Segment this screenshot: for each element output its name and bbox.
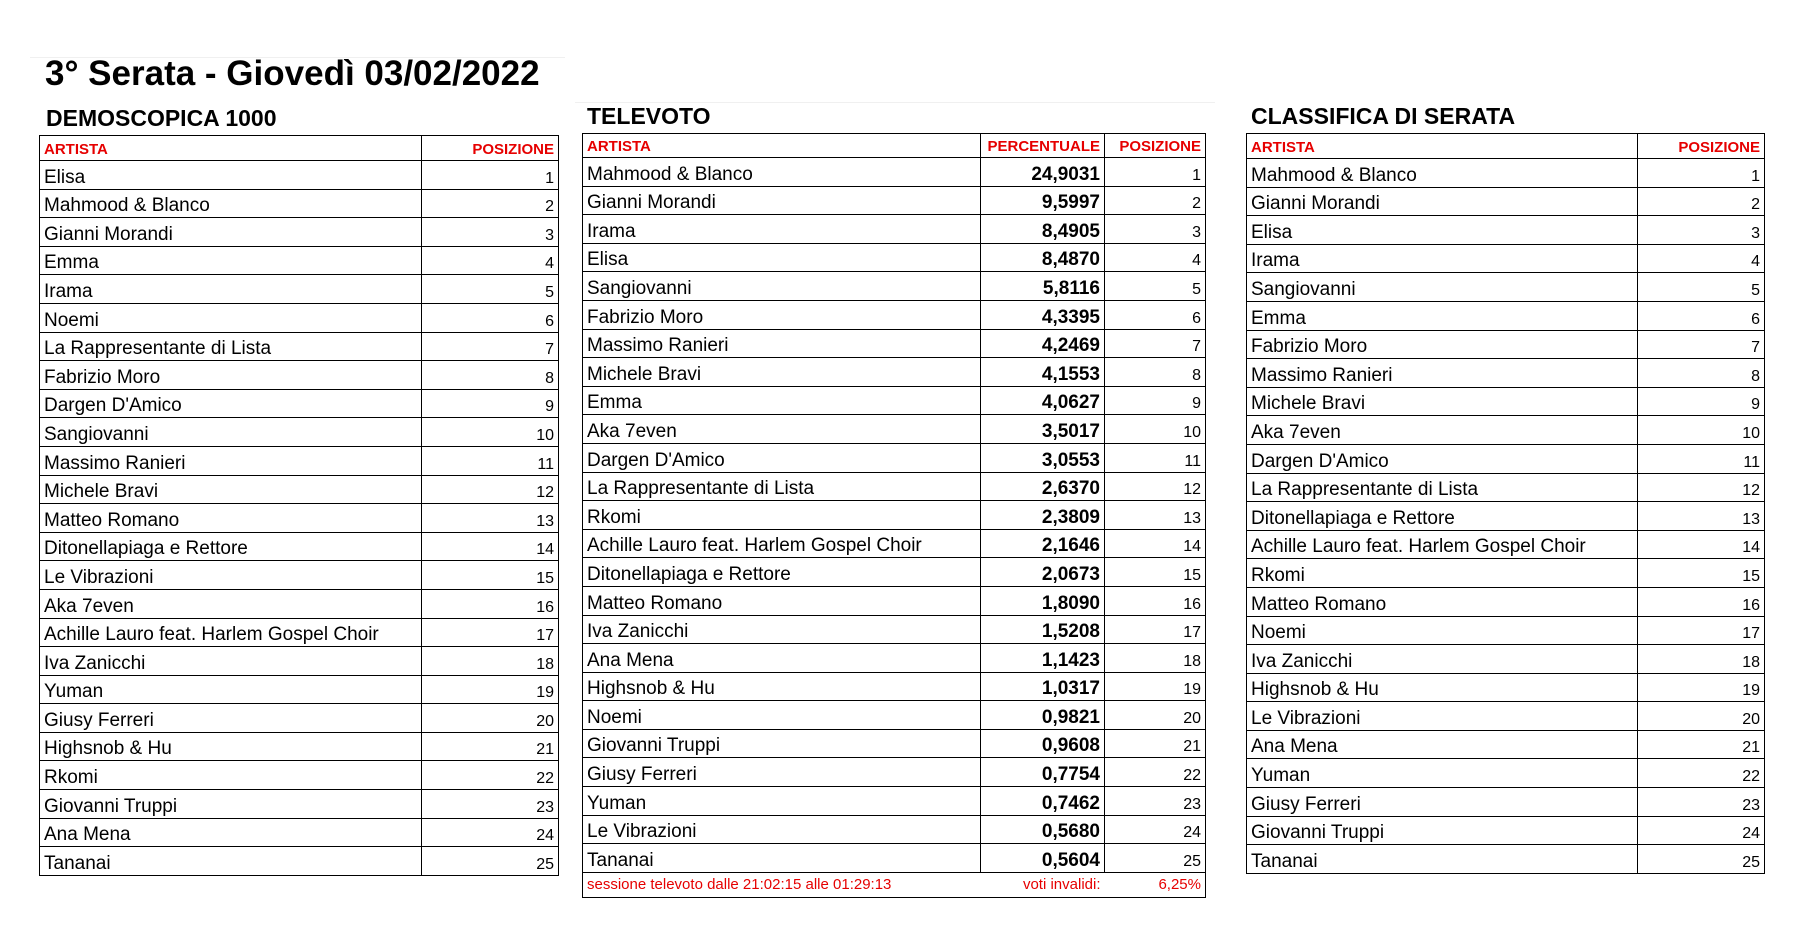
cell-posizione: 12 xyxy=(1638,473,1765,502)
table-row xyxy=(1247,216,1765,245)
cell-percentuale: 3,0553 xyxy=(981,443,1105,472)
table-row xyxy=(1247,645,1765,674)
cell-posizione: 24 xyxy=(1638,816,1765,845)
table-row xyxy=(583,558,1206,587)
cell-artista: Emma xyxy=(40,246,422,275)
cell-posizione: 2 xyxy=(1638,187,1765,216)
cell-artista: Yuman xyxy=(1247,759,1638,788)
cell-posizione: 21 xyxy=(422,732,559,761)
table-row xyxy=(583,787,1206,816)
cell-artista: Gianni Morandi xyxy=(40,218,422,247)
cell-posizione: 23 xyxy=(1638,788,1765,817)
cell-artista: Achille Lauro feat. Harlem Gospel Choir xyxy=(40,618,422,647)
cell-percentuale: 1,0317 xyxy=(981,672,1105,701)
televoto-footer xyxy=(583,872,1206,897)
cell-artista: Giusy Ferreri xyxy=(1247,788,1638,817)
table-row xyxy=(583,415,1206,444)
cell-artista: Achille Lauro feat. Harlem Gospel Choir xyxy=(1247,530,1638,559)
table-row xyxy=(583,815,1206,844)
cell-posizione: 17 xyxy=(1105,615,1206,644)
cell-artista: Iva Zanicchi xyxy=(583,615,981,644)
cell-artista: Elisa xyxy=(1247,216,1638,245)
table-header-row xyxy=(1247,134,1765,159)
table-row xyxy=(1247,845,1765,874)
cell-posizione: 21 xyxy=(1638,730,1765,759)
cell-artista: Fabrizio Moro xyxy=(1247,330,1638,359)
table-row xyxy=(40,589,559,618)
cell-posizione: 7 xyxy=(1638,330,1765,359)
cell-posizione: 11 xyxy=(1638,444,1765,473)
table-row xyxy=(40,275,559,304)
table-row xyxy=(583,844,1206,873)
cell-artista: Mahmood & Blanco xyxy=(583,158,981,187)
cell-artista: Yuman xyxy=(583,787,981,816)
cell-artista: Sangiovanni xyxy=(583,272,981,301)
table-row xyxy=(583,758,1206,787)
cell-posizione: 10 xyxy=(1105,415,1206,444)
table-row xyxy=(583,443,1206,472)
cell-artista: Elisa xyxy=(40,161,422,190)
cell-posizione: 25 xyxy=(1638,845,1765,874)
table-row xyxy=(40,218,559,247)
cell-posizione: 19 xyxy=(1638,673,1765,702)
cell-posizione: 24 xyxy=(422,818,559,847)
demoscopica-rows xyxy=(40,161,559,876)
table-row xyxy=(1247,416,1765,445)
cell-artista: Giovanni Truppi xyxy=(40,790,422,819)
cell-artista: Ana Mena xyxy=(40,818,422,847)
table-row xyxy=(583,529,1206,558)
cell-percentuale: 2,1646 xyxy=(981,529,1105,558)
cell-posizione: 19 xyxy=(1105,672,1206,701)
table-row xyxy=(40,189,559,218)
cell-posizione: 14 xyxy=(422,532,559,561)
column-header-artista: ARTISTA xyxy=(583,134,981,158)
cell-artista: Sangiovanni xyxy=(1247,273,1638,302)
cell-artista: Dargen D'Amico xyxy=(40,389,422,418)
table-row xyxy=(583,729,1206,758)
cell-artista: Rkomi xyxy=(40,761,422,790)
cell-posizione: 23 xyxy=(422,790,559,819)
table-row xyxy=(583,701,1206,730)
cell-artista: Massimo Ranieri xyxy=(583,329,981,358)
cell-artista: La Rappresentante di Lista xyxy=(40,332,422,361)
cell-posizione: 13 xyxy=(1105,501,1206,530)
table-row xyxy=(40,246,559,275)
cell-artista: Ditonellapiaga e Rettore xyxy=(583,558,981,587)
cell-posizione: 9 xyxy=(1105,386,1206,415)
cell-posizione: 14 xyxy=(1638,530,1765,559)
cell-artista: Noemi xyxy=(1247,616,1638,645)
cell-artista: Le Vibrazioni xyxy=(583,815,981,844)
table-row xyxy=(40,389,559,418)
cell-percentuale: 1,5208 xyxy=(981,615,1105,644)
cell-posizione: 20 xyxy=(422,704,559,733)
cell-posizione: 4 xyxy=(422,246,559,275)
table-row xyxy=(1247,387,1765,416)
table-row xyxy=(1247,473,1765,502)
table-row xyxy=(583,300,1206,329)
cell-posizione: 6 xyxy=(422,303,559,332)
table-row xyxy=(40,818,559,847)
cell-artista: Iva Zanicchi xyxy=(1247,645,1638,674)
cell-posizione: 19 xyxy=(422,675,559,704)
cell-posizione: 17 xyxy=(1638,616,1765,645)
table-row xyxy=(583,272,1206,301)
cell-percentuale: 4,1553 xyxy=(981,358,1105,387)
cell-percentuale: 8,4905 xyxy=(981,215,1105,244)
classifica-title: CLASSIFICA DI SERATA xyxy=(1251,103,1516,129)
table-row xyxy=(583,329,1206,358)
cell-artista: Rkomi xyxy=(583,501,981,530)
cell-posizione: 11 xyxy=(422,446,559,475)
cell-percentuale: 2,3809 xyxy=(981,501,1105,530)
cell-posizione: 15 xyxy=(422,561,559,590)
demoscopica-table xyxy=(39,135,559,876)
cell-posizione: 4 xyxy=(1105,243,1206,272)
cell-artista: Mahmood & Blanco xyxy=(1247,159,1638,188)
cell-artista: Highsnob & Hu xyxy=(1247,673,1638,702)
cell-posizione: 9 xyxy=(1638,387,1765,416)
cell-posizione: 16 xyxy=(1105,586,1206,615)
invalid-votes-value: 6,25% xyxy=(1105,872,1206,897)
table-row xyxy=(1247,587,1765,616)
cell-artista: Mahmood & Blanco xyxy=(40,189,422,218)
cell-posizione: 16 xyxy=(422,589,559,618)
cell-artista: Emma xyxy=(583,386,981,415)
cell-artista: Sangiovanni xyxy=(40,418,422,447)
cell-artista: Iva Zanicchi xyxy=(40,647,422,676)
table-row xyxy=(1247,759,1765,788)
table-row xyxy=(583,386,1206,415)
cell-artista: Aka 7even xyxy=(40,589,422,618)
cell-posizione: 22 xyxy=(1105,758,1206,787)
cell-percentuale: 24,9031 xyxy=(981,158,1105,187)
cell-percentuale: 0,5680 xyxy=(981,815,1105,844)
cell-posizione: 1 xyxy=(1105,158,1206,187)
table-row xyxy=(583,358,1206,387)
table-row xyxy=(1247,530,1765,559)
table-row xyxy=(40,161,559,190)
cell-artista: Fabrizio Moro xyxy=(40,361,422,390)
cell-artista: Dargen D'Amico xyxy=(583,443,981,472)
table-row xyxy=(583,158,1206,187)
cell-posizione: 22 xyxy=(1638,759,1765,788)
column-header-artista: ARTISTA xyxy=(1247,134,1638,159)
table-row xyxy=(40,532,559,561)
cell-percentuale: 1,1423 xyxy=(981,644,1105,673)
cell-artista: Michele Bravi xyxy=(40,475,422,504)
cell-posizione: 2 xyxy=(422,189,559,218)
cell-posizione: 20 xyxy=(1105,701,1206,730)
cell-posizione: 24 xyxy=(1105,815,1206,844)
cell-posizione: 10 xyxy=(1638,416,1765,445)
column-header-posizione: POSIZIONE xyxy=(422,136,559,161)
televoto-table xyxy=(582,133,1206,898)
cell-posizione: 17 xyxy=(422,618,559,647)
televoto-rows xyxy=(583,158,1206,873)
table-row xyxy=(583,644,1206,673)
cell-posizione: 6 xyxy=(1638,301,1765,330)
cell-percentuale: 3,5017 xyxy=(981,415,1105,444)
cell-artista: Tananai xyxy=(40,847,422,876)
table-header-row xyxy=(583,134,1206,158)
table-row xyxy=(1247,616,1765,645)
cell-artista: Matteo Romano xyxy=(1247,587,1638,616)
cell-posizione: 21 xyxy=(1105,729,1206,758)
table-row xyxy=(40,561,559,590)
cell-artista: Ana Mena xyxy=(1247,730,1638,759)
table-row xyxy=(583,215,1206,244)
column-header-percentuale: PERCENTUALE xyxy=(981,134,1105,158)
cell-posizione: 25 xyxy=(1105,844,1206,873)
column-header-artista: ARTISTA xyxy=(40,136,422,161)
table-row xyxy=(1247,359,1765,388)
cell-artista: Giusy Ferreri xyxy=(583,758,981,787)
cell-posizione: 14 xyxy=(1105,529,1206,558)
cell-artista: Emma xyxy=(1247,301,1638,330)
page-title: 3° Serata - Giovedì 03/02/2022 xyxy=(45,54,540,93)
cell-posizione: 22 xyxy=(422,761,559,790)
cell-artista: Michele Bravi xyxy=(583,358,981,387)
table-row xyxy=(40,418,559,447)
cell-artista: Giovanni Truppi xyxy=(583,729,981,758)
table-row xyxy=(1247,273,1765,302)
table-row xyxy=(40,790,559,819)
table-row xyxy=(40,618,559,647)
table-row xyxy=(583,586,1206,615)
cell-posizione: 5 xyxy=(1105,272,1206,301)
cell-posizione: 23 xyxy=(1105,787,1206,816)
table-row xyxy=(1247,816,1765,845)
table-row xyxy=(40,847,559,876)
cell-posizione: 3 xyxy=(1105,215,1206,244)
cell-artista: Matteo Romano xyxy=(40,504,422,533)
cell-artista: Aka 7even xyxy=(583,415,981,444)
cell-artista: Ana Mena xyxy=(583,644,981,673)
invalid-votes-label: voti invalidi: xyxy=(981,872,1105,897)
cell-posizione: 6 xyxy=(1105,300,1206,329)
cell-posizione: 8 xyxy=(1638,359,1765,388)
cell-posizione: 15 xyxy=(1638,559,1765,588)
cell-artista: Irama xyxy=(40,275,422,304)
cell-artista: Achille Lauro feat. Harlem Gospel Choir xyxy=(583,529,981,558)
cell-artista: Irama xyxy=(1247,244,1638,273)
cell-artista: Massimo Ranieri xyxy=(1247,359,1638,388)
table-row xyxy=(583,501,1206,530)
cell-percentuale: 8,4870 xyxy=(981,243,1105,272)
cell-posizione: 12 xyxy=(1105,472,1206,501)
cell-posizione: 7 xyxy=(422,332,559,361)
cell-posizione: 18 xyxy=(422,647,559,676)
cell-posizione: 7 xyxy=(1105,329,1206,358)
classifica-rows xyxy=(1247,159,1765,874)
cell-artista: Michele Bravi xyxy=(1247,387,1638,416)
cell-percentuale: 1,8090 xyxy=(981,586,1105,615)
column-header-posizione: POSIZIONE xyxy=(1638,134,1765,159)
cell-posizione: 3 xyxy=(1638,216,1765,245)
cell-artista: Giusy Ferreri xyxy=(40,704,422,733)
cell-artista: Rkomi xyxy=(1247,559,1638,588)
cell-posizione: 2 xyxy=(1105,186,1206,215)
table-row xyxy=(40,647,559,676)
cell-posizione: 11 xyxy=(1105,443,1206,472)
cell-artista: Noemi xyxy=(40,303,422,332)
cell-percentuale: 5,8116 xyxy=(981,272,1105,301)
cell-posizione: 9 xyxy=(422,389,559,418)
table-row xyxy=(583,186,1206,215)
cell-artista: Gianni Morandi xyxy=(1247,187,1638,216)
table-row xyxy=(583,472,1206,501)
cell-posizione: 20 xyxy=(1638,702,1765,731)
cell-percentuale: 2,0673 xyxy=(981,558,1105,587)
cell-artista: Le Vibrazioni xyxy=(40,561,422,590)
cell-percentuale: 0,7754 xyxy=(981,758,1105,787)
cell-percentuale: 0,5604 xyxy=(981,844,1105,873)
cell-percentuale: 4,3395 xyxy=(981,300,1105,329)
cell-artista: Ditonellapiaga e Rettore xyxy=(1247,502,1638,531)
cell-artista: Tananai xyxy=(1247,845,1638,874)
table-row xyxy=(583,243,1206,272)
table-row xyxy=(40,732,559,761)
table-row xyxy=(1247,502,1765,531)
table-row xyxy=(1247,702,1765,731)
table-row xyxy=(40,675,559,704)
table-row xyxy=(40,303,559,332)
cell-artista: Ditonellapiaga e Rettore xyxy=(40,532,422,561)
cell-percentuale: 4,2469 xyxy=(981,329,1105,358)
table-row xyxy=(583,672,1206,701)
session-info: sessione televoto dalle 21:02:15 alle 01:29:13 xyxy=(583,872,981,897)
table-row xyxy=(1247,559,1765,588)
cell-percentuale: 4,0627 xyxy=(981,386,1105,415)
cell-artista: Fabrizio Moro xyxy=(583,300,981,329)
cell-posizione: 18 xyxy=(1105,644,1206,673)
classifica-table xyxy=(1246,133,1765,874)
cell-artista: Irama xyxy=(583,215,981,244)
cell-artista: Matteo Romano xyxy=(583,586,981,615)
cell-artista: Gianni Morandi xyxy=(583,186,981,215)
table-row xyxy=(40,761,559,790)
cell-artista: Giovanni Truppi xyxy=(1247,816,1638,845)
cell-posizione: 1 xyxy=(1638,159,1765,188)
cell-posizione: 4 xyxy=(1638,244,1765,273)
table-row xyxy=(1247,673,1765,702)
table-row xyxy=(40,704,559,733)
cell-posizione: 12 xyxy=(422,475,559,504)
cell-posizione: 5 xyxy=(422,275,559,304)
cell-artista: Noemi xyxy=(583,701,981,730)
cell-posizione: 5 xyxy=(1638,273,1765,302)
cell-percentuale: 9,5997 xyxy=(981,186,1105,215)
cell-artista: Massimo Ranieri xyxy=(40,446,422,475)
cell-posizione: 8 xyxy=(422,361,559,390)
table-row xyxy=(1247,159,1765,188)
cell-posizione: 25 xyxy=(422,847,559,876)
table-row xyxy=(583,615,1206,644)
cell-artista: Le Vibrazioni xyxy=(1247,702,1638,731)
cell-percentuale: 0,7462 xyxy=(981,787,1105,816)
televoto-title: TELEVOTO xyxy=(587,103,711,129)
table-row xyxy=(1247,730,1765,759)
cell-artista: Highsnob & Hu xyxy=(583,672,981,701)
cell-posizione: 15 xyxy=(1105,558,1206,587)
cell-posizione: 8 xyxy=(1105,358,1206,387)
table-row xyxy=(40,446,559,475)
cell-posizione: 10 xyxy=(422,418,559,447)
table-row xyxy=(1247,788,1765,817)
cell-artista: Aka 7even xyxy=(1247,416,1638,445)
cell-artista: La Rappresentante di Lista xyxy=(1247,473,1638,502)
cell-posizione: 1 xyxy=(422,161,559,190)
cell-artista: Yuman xyxy=(40,675,422,704)
table-row xyxy=(40,332,559,361)
cell-percentuale: 0,9608 xyxy=(981,729,1105,758)
table-row xyxy=(40,504,559,533)
table-row xyxy=(1247,301,1765,330)
table-row xyxy=(40,361,559,390)
demoscopica-title: DEMOSCOPICA 1000 xyxy=(46,105,277,131)
table-row xyxy=(1247,244,1765,273)
table-row xyxy=(40,475,559,504)
cell-posizione: 3 xyxy=(422,218,559,247)
cell-posizione: 16 xyxy=(1638,587,1765,616)
column-header-posizione: POSIZIONE xyxy=(1105,134,1206,158)
table-row xyxy=(1247,187,1765,216)
cell-artista: La Rappresentante di Lista xyxy=(583,472,981,501)
cell-artista: Elisa xyxy=(583,243,981,272)
table-header-row xyxy=(40,136,559,161)
cell-artista: Tananai xyxy=(583,844,981,873)
cell-posizione: 13 xyxy=(422,504,559,533)
cell-percentuale: 0,9821 xyxy=(981,701,1105,730)
table-row xyxy=(1247,444,1765,473)
cell-posizione: 18 xyxy=(1638,645,1765,674)
cell-percentuale: 2,6370 xyxy=(981,472,1105,501)
table-row xyxy=(1247,330,1765,359)
cell-posizione: 13 xyxy=(1638,502,1765,531)
cell-artista: Dargen D'Amico xyxy=(1247,444,1638,473)
cell-artista: Highsnob & Hu xyxy=(40,732,422,761)
